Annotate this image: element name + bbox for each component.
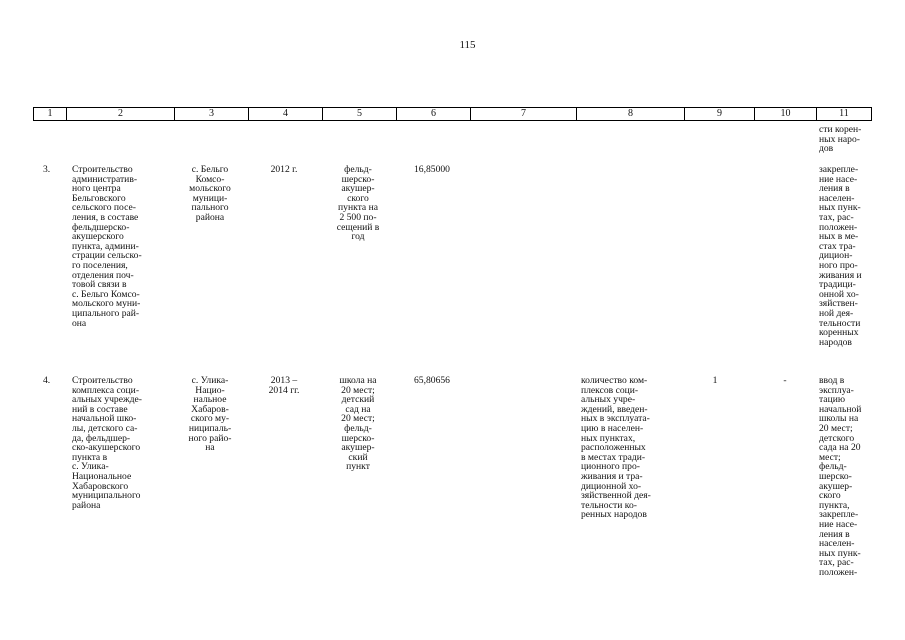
location: с. Улика- Нацио- нальное Хабаров- ского му- ниципаль- ного райо- на bbox=[188, 375, 232, 454]
result: ввод в эксплуа- тацию начальной школы на 20 мест; детского сада на 20 мест; фельд- шерско- акушер- ского пункта, закрепле- ние насе- ления в населен- ных пунк- тах, рас- положен- bbox=[819, 375, 862, 578]
row-number: 4. bbox=[43, 375, 51, 386]
value-col-9: 1 bbox=[712, 375, 718, 386]
header-col-11: 11 bbox=[816, 108, 871, 120]
location: с. Бельго Комсо- мольского муници- пального района bbox=[189, 164, 231, 223]
capacity: фельд- шерско- акушер- ского пункта на 2 500 по- сещений в год bbox=[336, 164, 380, 243]
header-col-6: 6 bbox=[396, 108, 470, 120]
header-col-10: 10 bbox=[754, 108, 816, 120]
capacity: школа на 20 мест; детский сад на 20 мест; фельд- шерско- акушер- ский пункт bbox=[339, 375, 377, 473]
object-name: Строительство административ- ного центра Бельговского сельского посе- ления, в составе фельдшерско- акушерского пункта, админи- страции сельско- го поселения, отделения поч- товой связи в с. Бельго Комсо- мольского муни- ципального рай- она bbox=[72, 164, 142, 329]
header-col-2: 2 bbox=[66, 108, 174, 120]
indicator: количество ком- плексов соци- альных учре- ждений, введен- ных в эксплуата- цию в населен- ных пунктах, расположенных в местах тради- ционного про- живания и тра- диционной хо- зяйственной дея- тельности ко- ренных народов bbox=[581, 375, 651, 521]
row-number: 3. bbox=[43, 164, 51, 175]
header-col-3: 3 bbox=[174, 108, 248, 120]
table-header-row bbox=[33, 107, 872, 121]
header-col-4: 4 bbox=[248, 108, 322, 120]
period: 2013 – 2014 гг. bbox=[268, 375, 300, 396]
value-col-10: - bbox=[783, 375, 787, 386]
header-col-8: 8 bbox=[576, 108, 684, 120]
header-col-1: 1 bbox=[47, 108, 53, 119]
cost: 65,80656 bbox=[414, 375, 450, 386]
result: закрепле- ние насе- ления в населен- ных пунк- тах, рас- положен- ных в ме- стах тра- дицион- ного про- живания и традици- онной хо- зяйствен- ной дея- тельности коренных народов bbox=[819, 164, 862, 348]
period: 2012 г. bbox=[270, 164, 298, 175]
object-name: Строительство комплекса соци- альных учрежде- ний в составе начальной шко- лы, детского са- да, фельдшер- ско-акушерского пункта в с. Улика- Национальное Хабаровского муниципального района bbox=[72, 375, 142, 511]
cost: 16,85000 bbox=[414, 164, 450, 175]
header-col-9: 9 bbox=[684, 108, 754, 120]
header-col-7: 7 bbox=[470, 108, 576, 120]
continuation-col-11: сти корен- ных наро- дов bbox=[819, 124, 862, 155]
page-number: 115 bbox=[459, 39, 476, 51]
header-col-5: 5 bbox=[322, 108, 396, 120]
